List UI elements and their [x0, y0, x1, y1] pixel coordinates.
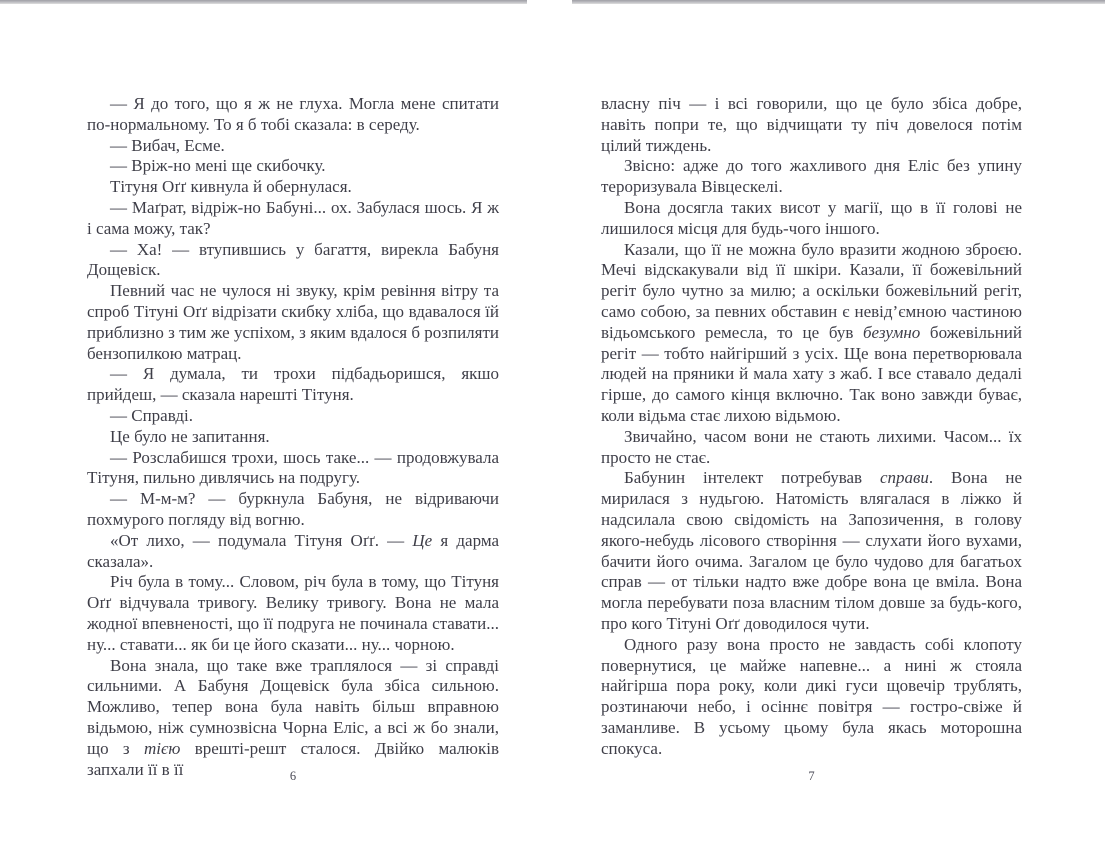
paragraph: — Справді. — [110, 405, 193, 425]
right-page-text — [601, 94, 1022, 760]
left-page-top-edge — [0, 0, 527, 4]
paragraph: Річ була в тому... Словом, річ була в тому, що Тітуня Оґґ відчувала тривогу. Велику тривогу. Вона не мала жодної впевненості, що її подруга не починала ставати... ну... ставати... як би це його сказати... ну... чорною. — [87, 572, 499, 654]
paragraph: — Я думала, ти трохи підбадьоришся, якшо прийдеш, — сказала нарешті Тітуня. — [87, 364, 499, 405]
left-page-text — [87, 94, 499, 780]
paragraph: Казали, що її не можна було вразити жодною зброєю. Мечі відскакували від її шкіри. Казали, її божевільний регіт було чутно за милю; а оскільки божевільний регіт, само собою, за певних обставин є невід’ємною частиною відьомського ремесла, то це був безумно божевільний регіт — тобто найгірший з усіх. Ще вона перетворювала людей на пряники й мала хату з жаб. І все ставало дедалі гірше, до самого кінця включно. Так воно завжди буває, коли відьма стає лихою відьмою. — [601, 239, 1022, 425]
paragraph: Вона досягла таких висот у магії, що в її голові не лишилося місця для будь-чого іншого. — [601, 197, 1022, 238]
paragraph: Одного разу вона просто не завдасть собі клопоту повернутися, це майже напевне... а нині ж стояла найгірша пора року, коли дикі гуси щовечір трублять, розтинаючи небо, і осіннє повітря — гостро-свіже й заманливе. В усьому цьому була якась моторошна спокуса. — [601, 634, 1022, 758]
paragraph: власну піч — і всі говорили, що це було збіса добре, навіть попри те, що відчищати ту піч довелося потім цілий тиждень. — [601, 94, 1022, 155]
right-page-number: 7 — [808, 769, 815, 783]
right-page-top-edge — [572, 0, 1105, 4]
paragraph: — Маґрат, відріж-но Бабуні... ох. Забулася шось. Я ж і сама можу, так? — [87, 197, 499, 238]
paragraph: — Ха! — втупившись у багаття, вирекла Бабуня Дощевіск. — [87, 239, 499, 280]
paragraph: Вона знала, що таке вже траплялося — зі справді сильними. А Бабуня Дощевіск була збіса сильною. Можливо, тепер вона була навіть більш вправною відьмою, ніж сумнозвісна Чорна Еліс, а всі ж бо знали, що з тією врешті-решт сталося. Двійко малюків запхали її в її — [87, 655, 499, 779]
left-page-number: 6 — [289, 769, 297, 783]
paragraph: — Вибач, Есме. — [110, 135, 225, 155]
paragraph: Тітуня Оґґ кивнула й обернулася. — [110, 177, 352, 197]
paragraph: Звісно: адже до того жахливого дня Еліс без упину тероризувала Вівцескелі. — [601, 156, 1022, 197]
paragraph: Певний час не чулося ні звуку, крім ревіння вітру та спроб Тітуні Оґґ відрізати скибку хліба, що вдавалося їй приблизно з тим же успіхом, з яким вдалося б розпиляти бензопилкою матрац. — [87, 281, 499, 363]
paragraph: — Я до того, що я ж не глуха. Могла мене спитати по-нормальному. То я б тобі сказала: в середу. — [87, 94, 499, 134]
paragraph: — М-м-м? — буркнула Бабуня, не відриваючи похмурого погляду від вогню. — [87, 489, 499, 529]
paragraph: Звичайно, часом вони не стають лихими. Часом... їх просто не стає. — [601, 426, 1022, 467]
paragraph: «От лихо, — подумала Тітуня Оґґ. — Це я дарма сказала». — [87, 530, 500, 571]
paragraph: — Вріж-но мені ще скибочку. — [110, 156, 326, 176]
paragraph: Це було не запитання. — [110, 426, 270, 446]
paragraph: — Розслабишся трохи, шось таке... — продовжувала Тітуня, пильно дивлячись на подругу. — [87, 447, 499, 488]
paragraph: Бабунин інтелект потребував справи. Вона не мирилася з нудьгою. Натомість влягалася в ліжко й надсилала свою свідомість на Запозичення, в голову якого-небудь лісового створіння — слухати його вухами, бачити його очима. Загалом це було чудово для багатьох справ — от тільки надто вже добре вона це вміла. Вона могла перебувати поза власним тілом довше за будь-кого, про кого Тітуні Оґґ доводилося чути. — [601, 468, 1023, 633]
